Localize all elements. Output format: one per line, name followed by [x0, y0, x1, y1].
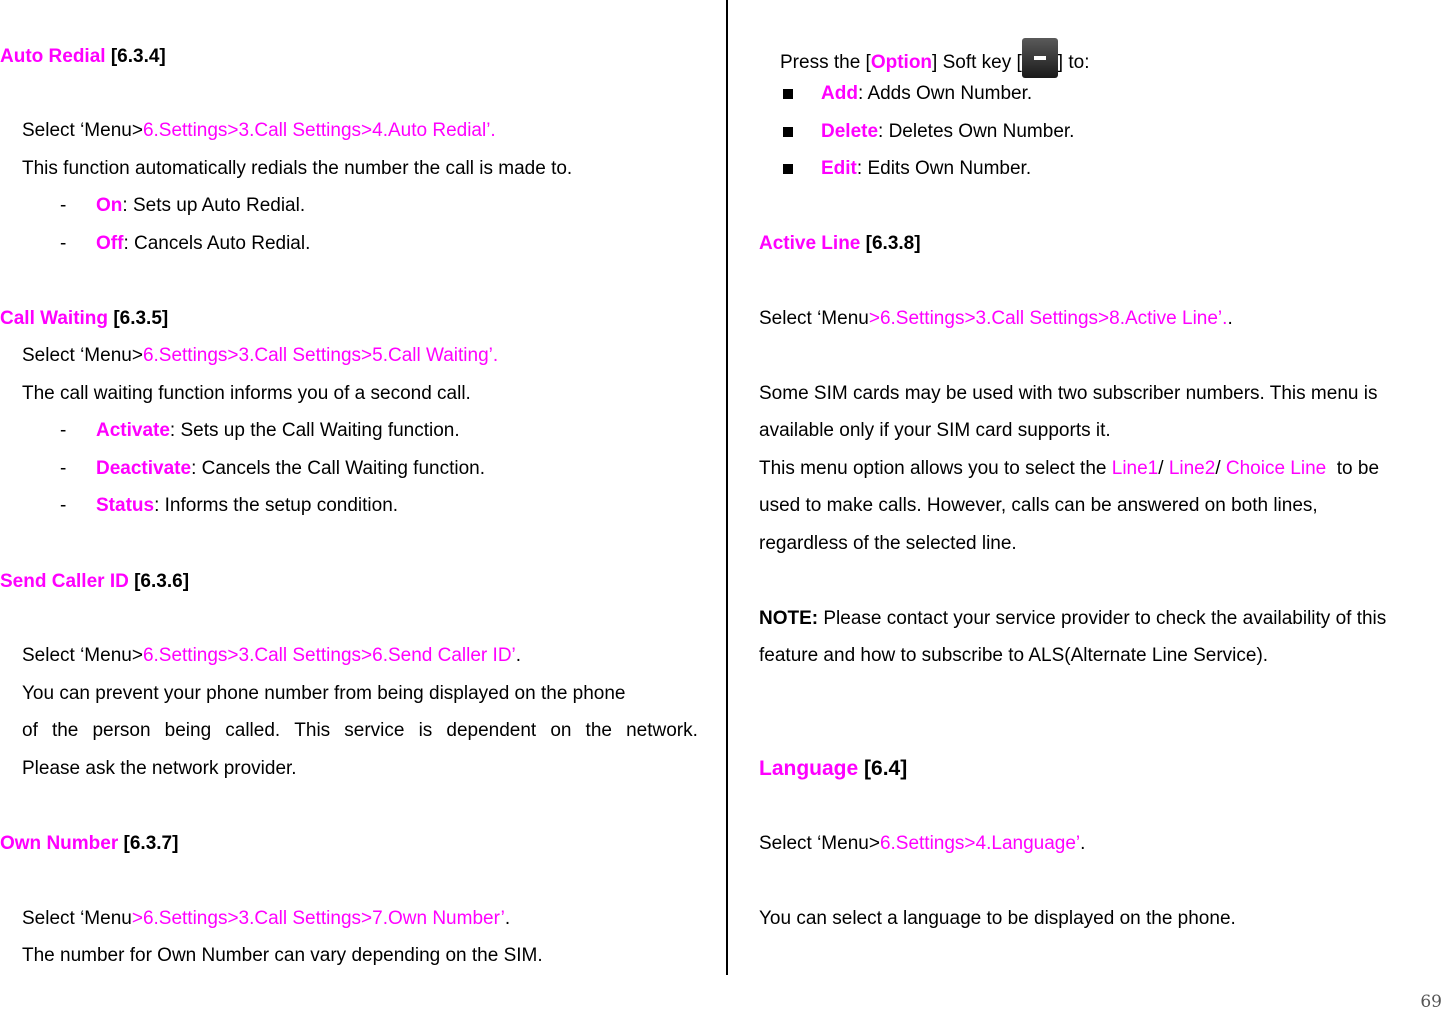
active-line-note-cont: feature and how to subscribe to ALS(Alternate Line Service).	[759, 645, 1269, 666]
section-heading-send-caller-id: Send Caller ID [6.3.6]	[0, 571, 190, 592]
bullet-add: Add: Adds Own Number.	[821, 83, 1033, 104]
send-caller-id-desc-line3: Please ask the network provider.	[22, 758, 297, 779]
section-heading-active-line: Active Line [6.3.8]	[759, 233, 921, 254]
bullet-square-icon	[783, 164, 793, 174]
bullet-delete: Delete: Deletes Own Number.	[821, 121, 1075, 142]
softkey-minus-icon	[1022, 38, 1058, 78]
bullet-square-icon	[783, 89, 793, 99]
page-number: 69	[1420, 992, 1442, 1012]
active-line-menu-path: Select ‘Menu>6.Settings>3.Call Settings>8.Active Line’..	[759, 308, 1233, 329]
option-activate-text: Activate: Sets up the Call Waiting function.	[96, 420, 460, 441]
option-on: -	[60, 195, 67, 216]
section-heading-call-waiting: Call Waiting [6.3.5]	[0, 308, 169, 329]
option-off-text: Off: Cancels Auto Redial.	[96, 233, 311, 254]
send-caller-id-menu-path: Select ‘Menu>6.Settings>3.Call Settings>6.Send Caller ID’.	[22, 645, 522, 666]
bullet-edit: Edit: Edits Own Number.	[821, 158, 1032, 179]
call-waiting-menu-path: Select ‘Menu>6.Settings>3.Call Settings>5.Call Waiting’.	[22, 345, 499, 366]
word: called.	[225, 720, 281, 741]
send-caller-id-desc-line2	[22, 720, 698, 742]
word: being	[164, 720, 212, 741]
active-line-note: NOTE: Please contact your service provider to check the availability of this	[759, 608, 1387, 629]
word: is	[418, 720, 433, 741]
language-description: You can select a language to be displayed on the phone.	[759, 908, 1236, 929]
own-number-description: The number for Own Number can vary depending on the SIM.	[22, 945, 543, 966]
word: service	[344, 720, 405, 741]
word: of	[22, 720, 38, 741]
own-number-menu-path: Select ‘Menu>6.Settings>3.Call Settings>7.Own Number’.	[22, 908, 511, 929]
option-off: -	[60, 233, 67, 254]
word: the	[51, 720, 79, 741]
active-line-p5: regardless of the selected line.	[759, 533, 1017, 554]
call-waiting-description: The call waiting function informs you of a second call.	[22, 383, 471, 404]
section-heading-language: Language [6.4]	[759, 757, 908, 780]
bullet-square-icon	[783, 127, 793, 137]
word: dependent	[446, 720, 537, 741]
option-softkey-line: Press the [Option] Soft key [ ] to:	[780, 38, 1089, 78]
active-line-p3: This menu option allows you to select the Line1/ Line2/ Choice Line to be	[759, 458, 1380, 479]
word: network.	[626, 720, 698, 741]
auto-redial-description: This function automatically redials the number the call is made to.	[22, 158, 573, 179]
auto-redial-menu-path: Select ‘Menu>6.Settings>3.Call Settings>4.Auto Redial’.	[22, 120, 496, 141]
word: on	[550, 720, 572, 741]
language-menu-path: Select ‘Menu>6.Settings>4.Language’.	[759, 833, 1086, 854]
send-caller-id-desc-line1: You can prevent your phone number from being displayed on the phone	[22, 683, 626, 704]
active-line-p4: used to make calls. However, calls can be answered on both lines,	[759, 495, 1318, 516]
active-line-p2: available only if your SIM card supports it.	[759, 420, 1111, 441]
word: person	[92, 720, 151, 741]
active-line-p1: Some SIM cards may be used with two subscriber numbers. This menu is	[759, 383, 1378, 404]
column-divider	[726, 0, 728, 975]
option-on-text: On: Sets up Auto Redial.	[96, 195, 306, 216]
option-status-text: Status: Informs the setup condition.	[96, 495, 399, 516]
option-deactivate: -	[60, 458, 67, 479]
option-status: -	[60, 495, 67, 516]
section-heading-auto-redial: Auto Redial [6.3.4]	[0, 46, 166, 67]
word: the	[585, 720, 612, 741]
word: This	[294, 720, 331, 741]
section-heading-own-number: Own Number [6.3.7]	[0, 833, 179, 854]
option-activate: -	[60, 420, 67, 441]
option-deactivate-text: Deactivate: Cancels the Call Waiting function.	[96, 458, 485, 479]
